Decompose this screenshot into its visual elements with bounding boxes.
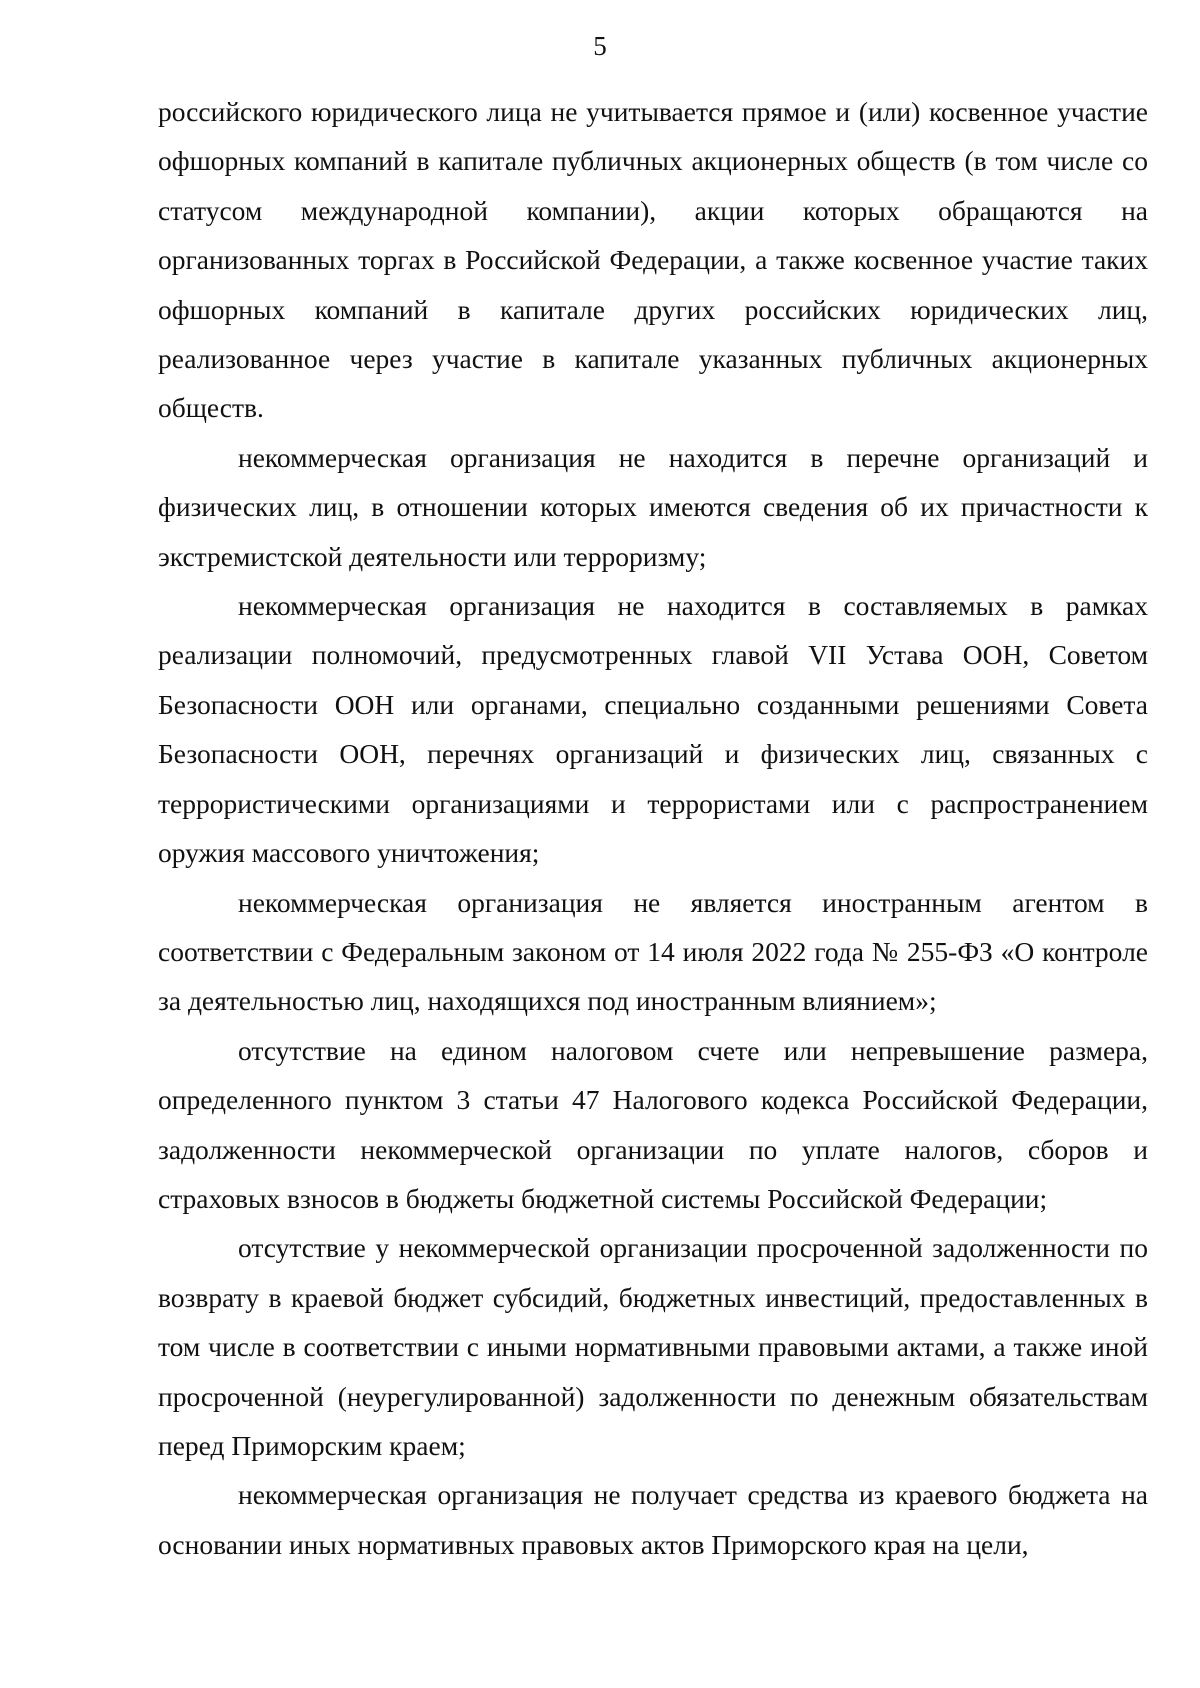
paragraph-un-sanctions-list: некоммерческая организация не находится в составляемых в рамках реализации полномочий, предусмотренных главой VII Устава ООН, Советом Безопасности ООН или органами, специально созданными решениями Совета Безопасности ООН, перечнях организаций и физических лиц, связанных с террористическими организациями и террористами или с распространением оружия массового уничтожения; bbox=[158, 590, 1148, 869]
paragraph-budget-funds: некоммерческая организация не получает средства из краевого бюджета на основании иных нормативных правовых актов Приморского края на цели, bbox=[158, 1479, 1148, 1560]
paragraph-overdue-debt: отсутствие у некоммерческой организации просроченной задолженности по возврату в краевой бюджет субсидий, бюджетных инвестиций, предоставленных в том числе в соответствии с иными нормативными правовыми актами, а также иной просроченной (неурегулированной) задолженности по денежным обязательствам перед Приморским краем; bbox=[158, 1232, 1148, 1461]
paragraph-extremism-list: некоммерческая организация не находится в перечне организаций и физических лиц, в отношении которых имеются сведения об их причастности к экстремистской деятельности или терроризму; bbox=[158, 441, 1148, 572]
paragraph-continuation: российского юридического лица не учитывается прямое и (или) косвенное участие офшорных компаний в капитале публичных акционерных обществ (в том числе со статусом международной компании), акции которых обращаются на организованных торгах в Российской Федерации, а также косвенное участие таких офшорных компаний в капитале других российских юридических лиц, реализованное через участие в капитале указанных публичных акционерных обществ. bbox=[158, 96, 1148, 424]
paragraph-tax-debt: отсутствие на едином налоговом счете или непревышение размера, определенного пунктом 3 статьи 47 Налогового кодекса Российской Федерации, задолженности некоммерческой организации по уплате налогов, сборов и страховых взносов в бюджеты бюджетной системы Российской Федерации; bbox=[158, 1034, 1148, 1214]
paragraph-foreign-agent: некоммерческая организация не является иностранным агентом в соответствии с Федеральным законом от 14 июля 2022 года № 255-ФЗ «О контроле за деятельностью лиц, находящихся под иностранным влиянием»; bbox=[158, 886, 1148, 1017]
page-number: 5 bbox=[593, 31, 607, 61]
document-body bbox=[158, 87, 1148, 1569]
